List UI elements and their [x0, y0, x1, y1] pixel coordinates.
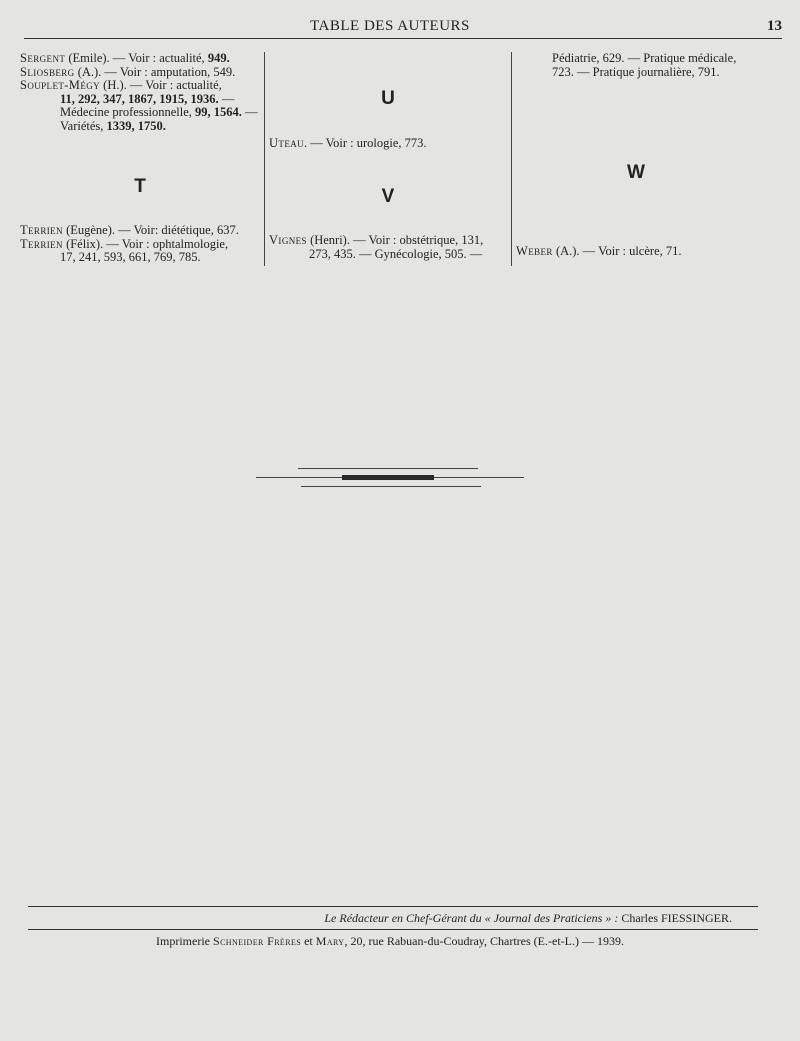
section-letter-v: V — [381, 186, 395, 207]
footer-rule-top — [28, 906, 758, 907]
entry-text: — — [241, 105, 258, 120]
author-name: Sliosberg — [20, 64, 75, 79]
printer-text: et — [301, 934, 316, 948]
footer-rule-bottom — [28, 929, 758, 930]
entry-continuation — [20, 93, 260, 107]
section-letter-w: W — [627, 162, 645, 183]
entry-pages: 949. — [207, 51, 230, 65]
column-rule-right — [511, 52, 512, 266]
entry-text: Variétés, — [60, 118, 107, 133]
author-name: Vignes — [269, 233, 307, 247]
ornament-rule-bottom — [301, 486, 481, 487]
entry-continuation: Pédiatrie, 629. — Pratique médicale, — [552, 51, 737, 65]
entry-continuation: 17, 241, 593, 661, 769, 785. — [60, 250, 201, 265]
author-entry — [20, 66, 260, 80]
page-number: 13 — [767, 18, 782, 34]
entry-pages: 99, 1564. — [195, 105, 242, 120]
header-rule — [24, 38, 782, 39]
author-entry — [269, 234, 507, 248]
column-rule-left — [264, 52, 265, 266]
middle-column-u — [269, 137, 507, 151]
running-title: TABLE DES AUTEURS — [310, 18, 470, 34]
ornament-bar — [342, 475, 434, 480]
author-entry — [20, 79, 260, 93]
section-letter-t: T — [134, 176, 146, 197]
entry-continuation: 723. — Pratique journalière, 791. — [552, 64, 720, 79]
entry-text: (H.). — Voir : actualité, — [100, 78, 222, 93]
entry-text: . — Voir : urologie, 773. — [304, 136, 427, 150]
author-entry — [269, 137, 507, 151]
entry-text: (Emile). — Voir : actualité, — [65, 51, 208, 65]
author-entry — [20, 52, 260, 66]
entry-text: (Henri). — Voir : obstétrique, 131, — [306, 233, 484, 247]
printer-line — [0, 934, 780, 949]
left-column — [20, 52, 260, 134]
entry-continuation — [20, 106, 260, 120]
entry-text: (Eugène). — Voir: diététique, 637. — [62, 223, 239, 237]
right-column — [516, 52, 760, 79]
printer-text: Imprimerie — [156, 934, 213, 948]
entry-text: Médecine professionnelle, — [60, 105, 196, 120]
entry-text: (A.). — Voir : ulcère, 71. — [552, 244, 682, 258]
editor-line — [324, 911, 732, 926]
section-letter-u: U — [381, 88, 395, 109]
ornament-rule-top — [298, 468, 478, 469]
printer-name: Schneider Frères — [213, 934, 302, 948]
author-entry — [516, 245, 760, 259]
author-entry — [20, 238, 260, 252]
author-entry — [20, 224, 260, 238]
editor-name: Charles FIESSINGER. — [618, 911, 732, 925]
author-name: Terrien — [20, 223, 63, 237]
entry-pages: 11, 292, 347, 1867, 1915, 1936. — [60, 91, 219, 106]
entry-text: (A.). — Voir : amputation, 549. — [74, 64, 236, 79]
entry-text: (Félix). — Voir : ophtalmologie, — [62, 236, 229, 251]
author-name: Uteau — [269, 136, 305, 150]
entry-continuation: 273, 435. — Gynécologie, 505. — — [309, 246, 483, 261]
author-name: Sergent — [20, 51, 66, 65]
printer-address: , 20, rue Rabuan-du-Coudray, Chartres (E.-et-L.) — 1939. — [344, 934, 624, 948]
entry-pages: 1339, 1750. — [106, 118, 166, 133]
author-name: Weber — [516, 244, 553, 258]
editor-title: Le Rédacteur en Chef-Gérant du « Journal des Praticiens » : — [324, 911, 619, 925]
printer-name: Mary — [315, 934, 345, 948]
entry-continuation — [20, 120, 260, 134]
author-name: Terrien — [20, 236, 63, 251]
right-column-w — [516, 245, 760, 259]
left-column-t — [20, 224, 260, 265]
author-name: Souplet-Mégy — [20, 78, 101, 93]
middle-column-v — [269, 234, 507, 261]
entry-text: — — [218, 91, 235, 106]
